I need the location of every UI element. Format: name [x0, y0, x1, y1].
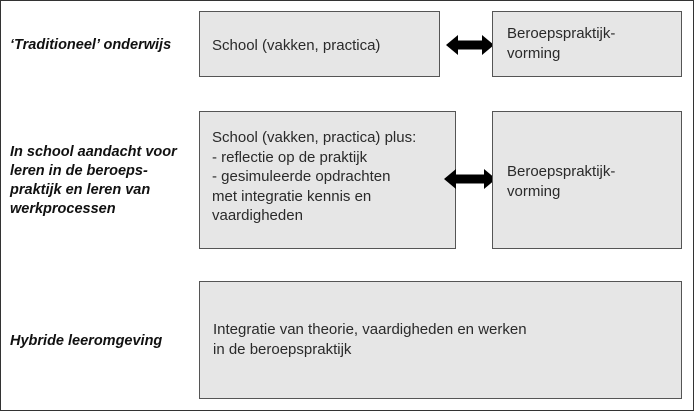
row1-practice-line: vorming: [507, 44, 561, 62]
row1-practice-box: [492, 11, 682, 77]
row2-school-line: - reflectie op de praktijk: [212, 148, 368, 166]
row2-label: In school aandacht voor leren in de beroeps- praktijk en leren van werkprocessen: [10, 144, 177, 217]
row1-double-arrow-icon: [445, 34, 495, 56]
row2-school-line: - gesimuleerde opdrachten: [212, 168, 391, 185]
row2-school-line: vaardigheden: [212, 207, 303, 224]
row2-practice-line: vorming: [507, 182, 561, 200]
row2-school-box: [199, 111, 456, 249]
row2-practice-line: Beroepspraktijk-: [507, 163, 616, 180]
row1-school-line: School (vakken, practica): [212, 37, 381, 54]
row1-label: ‘Traditioneel’ onderwijs: [10, 37, 172, 53]
row1-school-box: [199, 11, 440, 77]
row3-integration-line: in de beroepspraktijk: [213, 340, 352, 358]
row3-integration-box: [199, 281, 682, 399]
row3-integration-line: Integratie van theorie, vaardigheden en werken: [213, 321, 527, 338]
row1-practice-line: Beroepspraktijk-: [507, 25, 616, 42]
row2-school-line: met integratie kennis en: [212, 187, 372, 205]
row3-label: Hybride leeromgeving: [10, 333, 163, 349]
row2-school-line: School (vakken, practica) plus:: [212, 129, 417, 146]
row2-practice-box: [492, 111, 682, 249]
row2-double-arrow-icon: [443, 168, 497, 190]
